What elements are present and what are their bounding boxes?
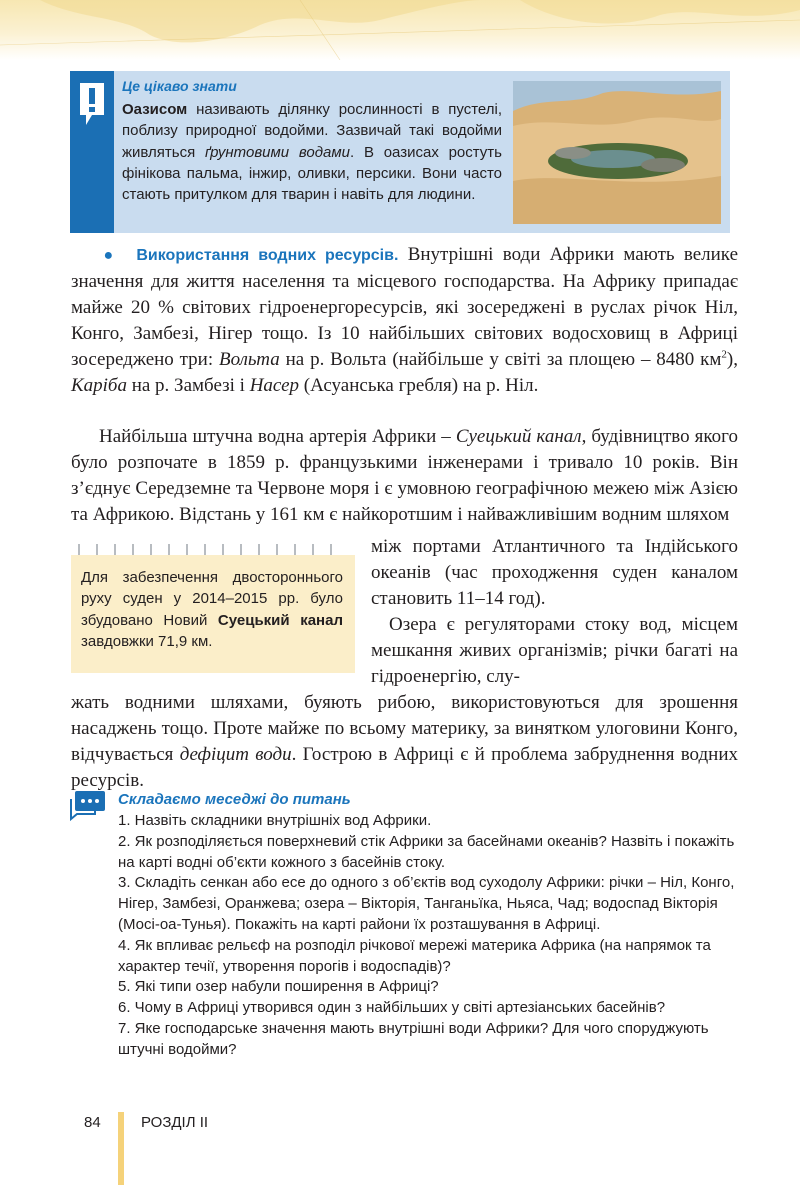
- question-item: 2. Як розподіляється поверхневий стік Африки за басейнами океанів? Назвіть і покажіть на карті водні об’єкти кожного з басейнів стоку.: [118, 832, 735, 871]
- info-title: Це цікаво знати: [122, 78, 237, 94]
- paragraph-suez-continued: між портами Атлантичного та Індійського океанів (час проходження суден каналом становить 11–14 год).: [371, 536, 738, 609]
- questions-list: [118, 811, 744, 1061]
- question-item: 5. Які типи озер набули поширення в Африці?: [118, 978, 439, 996]
- page-number: 84: [84, 1114, 101, 1131]
- question-item: 1. Назвіть складники внутрішніх вод Африки.: [118, 812, 432, 829]
- decorative-map-band: [0, 0, 800, 60]
- info-box: [70, 71, 730, 233]
- oasis-photo: [513, 81, 721, 224]
- question-item: 4. Як впливає рельєф на розподіл річкової мережі материка Африка (на напрямок та характер течії, утворення порогів і водоспадів)?: [118, 936, 711, 975]
- question-item: 6. Чому в Африці утворився один з найбільших у світі артезіанських басейнів?: [118, 999, 666, 1017]
- info-icon-bar: [70, 71, 114, 233]
- info-term: Оазисом: [122, 101, 188, 118]
- questions-title: Складаємо меседжі до питань: [118, 791, 351, 808]
- side-note-text: Для забезпечення двостороннього руху суден у 2014–2015 рр. було збудовано Новий Суецький канал завдовжки 71,9 км.: [81, 569, 343, 651]
- exclamation-icon: [78, 81, 106, 127]
- paragraph-lakes-continued: жать водними шляхами, буяють рибою, використовуються для зрошення насаджень тощо. Проте майже по всьому материку, за винятком улоговини Конго, відчувається дефіцит води. Гострою в Африці є й проблема забруднення водних ресурсів.: [71, 692, 739, 791]
- chat-bubble-icon: [69, 789, 107, 823]
- section-label: РОЗДІЛ II: [141, 1114, 209, 1131]
- section-heading: Використання водних ресурсів.: [136, 247, 399, 264]
- paragraph-lakes: Озера є регуляторами стоку вод, місцем мешкання живих організмів; річки багаті на гідроенергію, слу-: [371, 614, 738, 687]
- question-item: 3. Складіть сенкан або есе до одного з об’єктів вод суходолу Африки: річки – Ніл, Конго, Нігер, Замбезі, Оранжева; озера – Вікторія, Танганьїка, Ньяса, Чад; водоспад Вікторія (Мосі-оа-Тунья). Покажіть на карті райони їх розташування в Африці.: [118, 874, 735, 933]
- notebook-rings: [71, 543, 355, 559]
- page-bar-decoration: [118, 1112, 124, 1185]
- question-item: 7. Яке господарське значення мають внутрішні води Африки? Для чого споруджують штучні водойми?: [118, 1019, 709, 1058]
- paragraph-suez: Найбільша штучна водна артерія Африки – Суецький канал, будівництво якого було розпочате в 1859 р. французькими інженерами і тривало 10 років. Він з’єднує Середземне та Червоне моря і є умовною географічною межею між Азією та Африкою. Відстань у 161 км є найкоротшим і найважливішим водним шляхом: [71, 426, 738, 525]
- info-text: Оазисом називають ділянку рослинності в пустелі, поблизу природної водойми. Зазвичай такі водойми живляться ґрунтовими водами. В оазисах ростуть фінікова пальма, інжир, оливки, персики. Вони часто стають притулком для тварин і навіть для людини.: [122, 101, 502, 204]
- side-note: [71, 543, 355, 673]
- paragraph-water-use: ● Використання водних ресурсів. Внутрішні води Африки мають велике значення для життя населення та місцевого господарства. На Африку припадає майже 20 % світових гідроенергоресурсів, які зосереджені в руслах річок Ніл, Конго, Замбезі, Нігер тощо. Із 10 найбільших світових водосховищ в Африці зосереджено три: Вольта на р. Вольта (найбільше у світі за площею – 8480 $км^2$), Каріба на р. Замбезі і Насер (Асуанська гребля) на р. Ніл.: [71, 244, 738, 396]
